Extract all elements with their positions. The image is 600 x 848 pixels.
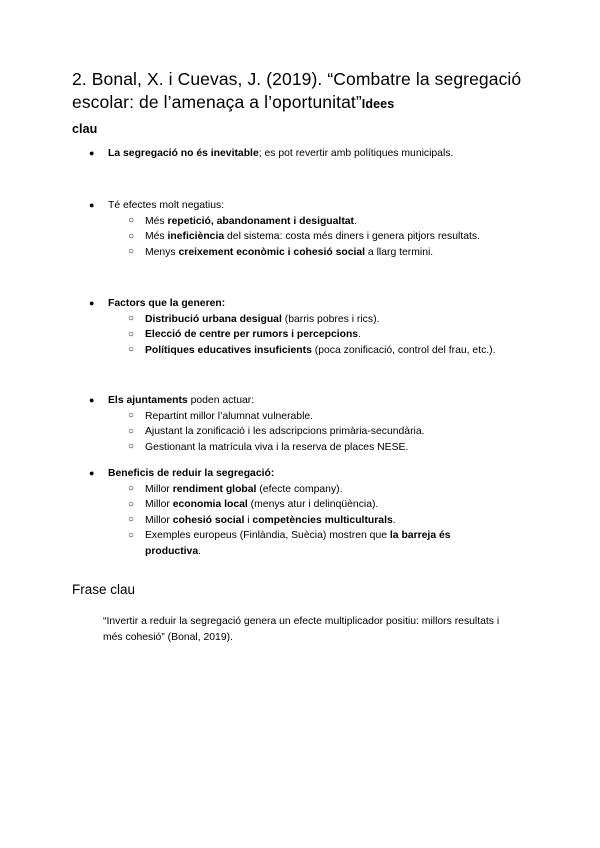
- sub-bullet-marker: ○: [128, 529, 135, 541]
- sub-text: Ajustant la zonificació i les adscripcions primària-secundària.: [145, 426, 425, 437]
- sub-bold: ineficiència: [167, 231, 225, 242]
- sub-bold: la barreja és: [389, 530, 451, 541]
- bullet-bold: Beneficis de reduir la segregació:: [108, 468, 275, 479]
- sub-text: Exemples europeus (Finlàndia, Suècia) mostren que: [145, 530, 390, 541]
- sub-text: i: [244, 514, 253, 526]
- sub-bullet-marker: ○: [128, 441, 135, 452]
- title-suffix-clau: clau: [72, 122, 98, 136]
- sub-bold: competències multiculturals: [252, 514, 393, 526]
- sub-bullet-marker: ○: [128, 410, 135, 421]
- frase-clau-heading: Frase clau: [72, 582, 136, 597]
- bullet-text: ; es pot revertir amb polítiques municipals.: [258, 148, 454, 159]
- sub-text: .: [392, 514, 396, 526]
- sub-text: Gestionant la matrícula viva i la reserva de places NESE.: [145, 441, 409, 453]
- sub-bullet-marker: ○: [128, 425, 135, 437]
- bullet-bold: La segregació no és inevitable: [108, 148, 259, 159]
- bullet-marker: ●: [89, 468, 95, 478]
- sub-bullet-marker: ○: [128, 514, 135, 525]
- sub-bold: rendiment global: [172, 483, 257, 495]
- bullet-marker: ●: [89, 148, 95, 158]
- bullet-beneficis: [0, 466, 600, 559]
- sub-text: (efecte company).: [256, 483, 343, 495]
- sub-bold: creixement econòmic i cohesió social: [178, 246, 366, 258]
- sub-bold: cohesió social: [172, 514, 245, 526]
- sub-text: del sistema: costa més diners i genera pitjors resultats.: [224, 231, 480, 242]
- sub-bold: Polítiques educatives insuficients: [145, 344, 312, 356]
- bullet-text: poden actuar:: [187, 395, 255, 406]
- title-suffix-idees: Idees: [361, 97, 395, 111]
- sub-bold: economia local: [172, 499, 248, 510]
- bullet-efectes: [0, 198, 600, 260]
- sub-bullet-marker: ○: [128, 344, 135, 355]
- bullet-factors: [0, 296, 600, 358]
- bullet-marker: ●: [89, 298, 95, 308]
- sub-text: Millor: [145, 483, 173, 495]
- sub-bullet-marker: ○: [128, 246, 135, 257]
- sub-bold: productiva: [145, 545, 199, 557]
- sub-bullet-marker: ○: [128, 230, 135, 242]
- sub-bullet-marker: ○: [128, 215, 135, 226]
- sub-text: Millor: [145, 514, 173, 526]
- title-main: 2. Bonal, X. i Cuevas, J. (2019). “Combatre la segregació escolar: de l’amenaça a l’oportunitat”: [72, 69, 522, 112]
- bullet-segregacio: [0, 146, 600, 162]
- sub-text: .: [358, 329, 361, 340]
- sub-bold: repetició, abandonament i desigualtat: [167, 215, 355, 227]
- sub-text: a llarg termini.: [365, 246, 434, 258]
- sub-text: Repartint millor l’alumnat vulnerable.: [145, 410, 314, 422]
- bullet-text: Té efectes molt negatius:: [108, 200, 225, 211]
- sub-bullet-marker: ○: [128, 483, 135, 494]
- sub-text: Menys: [145, 246, 179, 258]
- bullet-bold: Els ajuntaments: [108, 395, 188, 406]
- sub-bullet-marker: ○: [128, 498, 135, 510]
- sub-bold: Distribució urbana desigual: [145, 313, 282, 325]
- sub-text: (menys atur i delinqüència).: [247, 499, 379, 510]
- sub-text: (poca zonificació, control del frau, etc.).: [311, 344, 496, 356]
- bullet-bold: Factors que la generen:: [108, 298, 226, 309]
- sub-bullet-marker: ○: [128, 328, 135, 340]
- sub-text: Més: [145, 215, 168, 227]
- frase-clau-quote: “Invertir a reduir la segregació genera un efecte multiplicador positiu: millors resultats i més cohesió” (Bonal, 2019).: [103, 616, 500, 643]
- bullet-ajuntaments: [0, 393, 600, 455]
- sub-text: (barris pobres i rics).: [281, 313, 380, 325]
- sub-text: .: [198, 545, 202, 557]
- sub-text: Millor: [145, 499, 173, 510]
- document-title: [72, 68, 542, 141]
- sub-bold: Elecció de centre per rumors i percepcions: [145, 329, 359, 340]
- sub-text: .: [354, 215, 357, 227]
- sub-bullet-marker: ○: [128, 313, 135, 324]
- bullet-marker: ●: [89, 200, 95, 210]
- bullet-marker: ●: [89, 395, 95, 405]
- sub-text: Més: [145, 231, 168, 242]
